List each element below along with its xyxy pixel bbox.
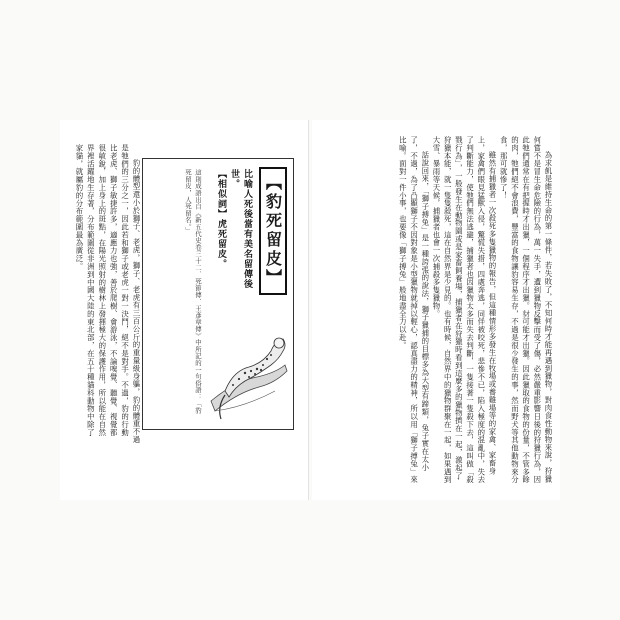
idiom-meaning-text: 比喻人死後當有美名留傳後世。 — [229, 169, 252, 289]
left-paragraph: 豹的體型還小於獅子、老虎，獅子、老虎有三百公斤的重量級身軀，豹的體重不過是牠們的三分之一，因此若和獅子或老虎一對一決鬥，絕不是對手。不過，豹的行動比老虎、獅子敏捷許多，適應力也強，善於爬樹、會游泳，不論嗅覺、聽覺、視覺都很敏銳，加上身上的斑點，在陽光照射的樹林上發揮極大的保護作用，所以能在自然界裡活躍地生存著，分布範圍從非洲到中國大陸的東北部，在五十種貓科動物中除了家貓，就屬豹的分布範圍最為廣泛。 — [74, 144, 141, 444]
idiom-source-line: 死留皮，人死留名。」 — [184, 169, 192, 234]
idiom-title: 【豹死留皮】 — [259, 167, 287, 295]
right-paragraph: 雖然有捕獵者一次殺死多隻獵物的報告，但這種情形多發生在牧場或養雞場等的家禽、家畜身上，家禽們眼見猛獸入侵，驚慌失措，四處奔逃，同伴被咬死，悲慘不已，陷入極度的混亂中，失去了判斷能力，使牠們無法逃避，捕獵者也因獵物太多而失去判斷，一隻接著一隻殺下去，這叫做「殺戮行為」，一般發生在動物園或是家畜飼養場，捕獵者在狩獵時看到這麼多的獵物擠在一起，激起了狩獵本能，就一隻隻殺死，這在自然界是少見的。也有時候，自然界中的獵物群聚在一起，如果遇到大雪、暴雨等天候，捕獵者也會一次捕殺多隻獵物。 — [431, 136, 497, 484]
left-page-body — [68, 144, 142, 444]
right-page-body — [318, 136, 554, 486]
leopard-illustration — [205, 311, 289, 423]
left-page — [60, 120, 309, 500]
right-paragraph: 為求飢是維持生命的第一條件，若失敗了，不知何時才能再遇到獵物，對肉食性動物來說，狩獵何嘗不是冒生命危險的行為，萬一失手，遭到獵物反擊而受了傷，必然嚴重影響日後的狩獵行為，因此牠們通常在有把握時才出獵，一個程序才出獵。豺可能才出獵。因此獵取的食物的份量，不管多餘的肉，牠們絕不會浪費，豐富的食物讓豹容易生存，不過是很少發生的事，然而野犬等其他動物來分食，那可就慘了！ — [499, 136, 553, 484]
idiom-source — [151, 169, 203, 419]
right-page — [312, 120, 560, 500]
idiom-source-line: 這則成語出自《新五代史卷三十二．死節傳．王彥章傳》中所記的一句俗語：「豹 — [194, 169, 202, 414]
idiom-meaning — [217, 169, 253, 289]
right-paragraph: 話說回來，「獅子搏兔」是一種誇張的說法，獅子獵捕的目標多為大型有蹄類，兔子實在太小了，不過，為了凸顯獅子不因對象是小型獵物就掉以輕心，認真盡力的精神，所以用「獅子搏兔」來比喻。面對一件小事，也要像「獅子搏兔」般地盡全力以赴。 — [398, 136, 430, 484]
idiom-card — [142, 158, 294, 430]
idiom-synonym: 【相似詞】虎死留皮。 — [216, 169, 226, 269]
